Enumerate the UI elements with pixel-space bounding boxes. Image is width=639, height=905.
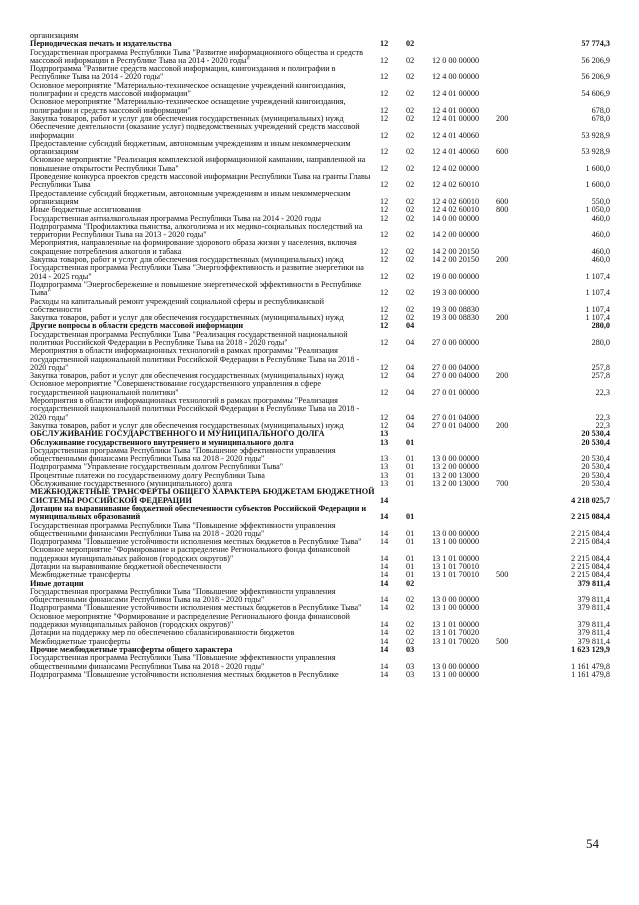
row-target-code: 13 1 01 70010 — [432, 562, 480, 571]
row-section: 12 — [380, 371, 389, 381]
row-target-code: 13 0 00 00000 — [432, 528, 480, 538]
row-section: 13 — [380, 437, 389, 447]
table-row — [30, 488, 610, 505]
row-sum: 22,3 — [595, 412, 610, 422]
row-subsection: 02 — [406, 246, 415, 256]
page-number: 54 — [586, 836, 599, 851]
row-subsection: 03 — [406, 644, 415, 654]
row-section: 14 — [380, 528, 389, 538]
row-sum: 460,0 — [591, 230, 610, 240]
row-subsection: 04 — [406, 420, 415, 430]
row-target-code: 12 4 01 40060 — [432, 130, 480, 140]
row-name: Государственная программа Республики Тыва "Развитие информационного общества и средств массовой информации в Республике Тыва на 2014 - 2020 годы" — [30, 47, 364, 65]
row-name: Закупка товаров, работ и услуг для обеспечения государственных (муниципальных) нужд — [30, 313, 344, 323]
row-section: 14 — [380, 603, 389, 613]
row-target-code: 13 1 01 70010 — [432, 570, 480, 580]
row-subsection: 02 — [406, 196, 415, 206]
row-expense-type: 200 — [496, 371, 509, 381]
row-subsection: 02 — [406, 230, 415, 240]
row-name: Подпрограмма "Повышение устойчивости исполнения местных бюджетов в Республике — [30, 669, 339, 679]
row-subsection: 02 — [406, 620, 415, 630]
row-sum: 280,0 — [591, 337, 610, 347]
row-section: 14 — [380, 553, 389, 563]
row-target-code: 27 0 00 00000 — [432, 337, 480, 347]
row-subsection: 01 — [406, 537, 415, 547]
row-sum: 56 206,9 — [581, 55, 610, 65]
row-name: Иные бюджетные ассигнования — [30, 205, 141, 215]
table-row — [30, 588, 610, 605]
row-sum: 460,0 — [591, 246, 610, 256]
row-target-code: 13 2 00 00000 — [432, 462, 480, 472]
row-section: 14 — [380, 669, 389, 679]
row-subsection: 01 — [406, 562, 415, 571]
row-name: Государственная программа Республики Тыва "Энергоэффективность и развитие энергетики на 2014 - 2025 годы" — [30, 263, 364, 281]
row-subsection: 03 — [406, 661, 415, 671]
row-target-code: 12 4 00 00000 — [432, 72, 480, 82]
table-row — [30, 447, 610, 464]
table-row — [30, 123, 610, 140]
row-name: Предоставление субсидий бюджетным, автономным учреждениям и иным некоммерческим организациям — [30, 138, 351, 157]
row-target-code: 13 2 00 13000 — [432, 479, 480, 489]
row-section: 12 — [380, 412, 389, 422]
row-subsection: 01 — [406, 512, 415, 522]
row-name: Подпрограмма "Повышение устойчивости исполнения местных бюджетов в Республике Тыва" — [30, 537, 362, 547]
row-name: Основное мероприятие "Материально-техническое оснащение учреждений книгоиздания, полиграфии и средств массовой информации" — [30, 80, 346, 99]
row-name: ОБСЛУЖИВАНИЕ ГОСУДАРСТВЕННОГО И МУНИЦИПАЛЬНОГО ДОЛГА — [30, 429, 325, 439]
row-section: 14 — [380, 570, 389, 580]
row-name: Государственная программа Республики Тыва "Повышение эффективности управления общественными финансами Республики Тыва на 2018 - 2020 годы" — [30, 520, 336, 538]
row-target-code: 19 3 00 08830 — [432, 304, 480, 314]
row-section: 14 — [380, 644, 389, 654]
row-subsection: 02 — [406, 603, 415, 613]
row-name: Подпрограмма "Управление государственным долгом Республики Тыва" — [30, 462, 284, 472]
row-section: 12 — [380, 246, 389, 256]
table-row — [30, 397, 610, 422]
row-subsection: 02 — [406, 255, 415, 265]
row-name: Мероприятия в области информационных технологий в рамках программы "Реализация государственной национальной политики Российской Федерации в Республике Тыва на 2018 - 2020 годы" — [30, 396, 360, 422]
row-sum: 22,3 — [595, 387, 610, 397]
row-sum: 20 530,4 — [581, 470, 610, 480]
row-name: Иные дотации — [30, 578, 84, 588]
row-section: 14 — [380, 562, 389, 571]
row-name: Процентные платежи по государственному долгу Республики Тыва — [30, 470, 265, 480]
row-subsection: 02 — [406, 578, 415, 588]
row-target-code: 14 2 00 20150 — [432, 255, 480, 265]
row-target-code: 27 0 00 04000 — [432, 371, 480, 381]
row-target-code: 13 1 01 00000 — [432, 620, 480, 630]
row-subsection: 02 — [406, 288, 415, 298]
row-expense-type: 200 — [496, 255, 509, 265]
row-subsection: 02 — [406, 113, 415, 123]
row-sum: 2 215 084,4 — [571, 512, 610, 522]
row-subsection: 01 — [406, 479, 415, 489]
row-name: Другие вопросы в области средств массовой информации — [30, 321, 244, 331]
row-section: 12 — [380, 205, 389, 215]
row-section: 14 — [380, 512, 389, 522]
row-target-code: 19 0 00 00000 — [432, 271, 480, 281]
row-subsection: 02 — [406, 89, 415, 99]
row-sum: 379 811,4 — [577, 620, 610, 630]
row-name: Расходы на капитальный ремонт учреждений социальной сферы и республиканской собственности — [30, 296, 324, 314]
row-subsection: 02 — [406, 130, 415, 140]
row-expense-type: 200 — [496, 113, 509, 123]
row-sum: 56 206,9 — [581, 72, 610, 82]
row-subsection: 04 — [406, 412, 415, 422]
row-sum: 4 218 025,7 — [571, 495, 610, 505]
row-section: 12 — [380, 130, 389, 140]
row-sum: 460,0 — [591, 213, 610, 223]
row-sum: 2 215 084,4 — [571, 537, 610, 547]
row-sum: 57 774,3 — [581, 39, 610, 49]
table-row — [30, 264, 610, 281]
table-row — [30, 49, 610, 66]
row-name: Мероприятия в области информационных технологий в рамках программы "Реализация государственной национальной политики Российской Федерации в Республике Тыва на 2018 - 2020 годы" — [30, 346, 360, 372]
row-sum: 2 215 084,4 — [571, 528, 610, 538]
row-subsection: 01 — [406, 553, 415, 563]
row-sum: 2 215 084,4 — [571, 553, 610, 563]
row-subsection: 02 — [406, 628, 415, 638]
table-row — [30, 671, 610, 679]
row-name: Основное мероприятие "Формирование и распределение Регионального фонда финансовой поддержки муниципальных районов (городских округов)" — [30, 611, 350, 630]
row-target-code: 19 3 00 00000 — [432, 288, 480, 298]
row-target-code: 13 1 01 70020 — [432, 628, 480, 638]
row-name: Дотации на поддержку мер по обеспечению сбалансированности бюджетов — [30, 628, 295, 638]
table-row — [30, 571, 610, 579]
row-sum: 379 811,4 — [577, 603, 610, 613]
row-sum: 53 928,9 — [581, 130, 610, 140]
row-name: Обслуживание государственного (муниципального) долга — [30, 479, 233, 489]
row-sum: 379 811,4 — [577, 595, 610, 605]
row-subsection: 01 — [406, 437, 415, 447]
row-name: Основное мероприятие "Материально-техническое оснащение учреждений книгоиздания, полиграфии и средств массовой информации" — [30, 97, 346, 115]
table-row — [30, 190, 610, 207]
row-sum: 280,0 — [591, 321, 610, 331]
row-sum: 1 107,4 — [585, 313, 610, 323]
row-subsection: 01 — [406, 470, 415, 480]
row-name: Проведение конкурса проектов средств массовой информации Республики Тыва на гранты Главы Республики Тыва — [30, 172, 371, 190]
row-name: Межбюджетные трансферты — [30, 570, 131, 580]
row-target-code: 12 4 01 00000 — [432, 105, 480, 115]
row-section: 12 — [380, 255, 389, 265]
row-target-code: 19 3 00 08830 — [432, 313, 480, 323]
row-name: Государственная антиалкогольная программа Республики Тыва на 2014 - 2020 годы — [30, 213, 322, 223]
table-row — [30, 156, 610, 173]
row-section: 12 — [380, 89, 389, 99]
row-name: Закупка товаров, работ и услуг для обеспечения государственных (муниципальных) нужд — [30, 371, 344, 381]
row-subsection: 02 — [406, 271, 415, 281]
row-target-code: 12 0 00 00000 — [432, 55, 480, 65]
row-subsection: 02 — [406, 213, 415, 223]
row-name: Государственная программа Республики Тыва "Повышение эффективности управления общественными финансами Республики Тыва на 2018 - 2020 годы" — [30, 586, 336, 605]
row-subsection: 01 — [406, 454, 415, 464]
row-section: 13 — [380, 470, 389, 480]
row-name: Дотации на выравнивание бюджетной обеспеченности субъектов Российской Федерации и муниципальных образований — [30, 503, 367, 522]
row-sum: 1 107,4 — [585, 304, 610, 314]
row-target-code: 13 1 00 00000 — [432, 537, 480, 547]
row-subsection: 02 — [406, 636, 415, 646]
row-target-code: 14 2 00 00000 — [432, 230, 480, 240]
table-row — [30, 505, 610, 522]
row-section: 12 — [380, 230, 389, 240]
row-sum: 2 215 084,4 — [571, 570, 610, 580]
row-section: 14 — [380, 578, 389, 588]
row-section: 12 — [380, 304, 389, 314]
table-row — [30, 546, 610, 563]
row-target-code: 12 4 01 00000 — [432, 89, 480, 99]
row-section: 14 — [380, 495, 389, 505]
table-row — [30, 380, 610, 397]
row-section: 14 — [380, 595, 389, 605]
table-row — [30, 140, 610, 157]
row-name: Мероприятия, направленные на формирование здорового образа жизни у населения, включая сокращение потребления алкоголя и табака — [30, 238, 357, 256]
row-section: 13 — [380, 462, 389, 472]
row-section: 12 — [380, 72, 389, 82]
row-name: Подпрограмма "Развитие средств массовой информации, книгоиздания и полиграфии в Республике Тыва на 2014 - 2020 годы" — [30, 64, 336, 82]
row-subsection: 04 — [406, 321, 415, 331]
row-subsection: 02 — [406, 163, 415, 173]
row-name: МЕЖБЮДЖЕТНЫЕ ТРАНСФЕРТЫ ОБЩЕГО ХАРАКТЕРА БЮДЖЕТАМ БЮДЖЕТНОЙ СИСТЕМЫ РОССИЙСКОЙ ФЕДЕРАЦИИ — [30, 487, 375, 505]
table-row — [30, 347, 610, 372]
row-sum: 20 530,4 — [581, 462, 610, 472]
row-sum: 379 811,4 — [577, 628, 610, 638]
row-section: 14 — [380, 537, 389, 547]
row-section: 12 — [380, 213, 389, 223]
row-subsection: 02 — [406, 105, 415, 115]
row-subsection: 04 — [406, 362, 415, 372]
row-name: Государственная программа Республики Тыва "Реализация государственной национальной политики Российской Федерации в Республике Тыва на 2018 - 2020 годы" — [30, 329, 348, 347]
row-subsection: 04 — [406, 337, 415, 347]
row-expense-type: 600 — [496, 147, 509, 157]
row-target-code: 27 0 01 04000 — [432, 420, 480, 430]
row-sum: 1 050,0 — [585, 205, 610, 215]
row-target-code: 13 2 00 13000 — [432, 470, 480, 480]
row-sum: 1 623 129,9 — [571, 644, 610, 654]
row-subsection: 04 — [406, 387, 415, 397]
row-name: Закупка товаров, работ и услуг для обеспечения государственных (муниципальных) нужд — [30, 420, 344, 430]
row-section: 12 — [380, 420, 389, 430]
row-target-code: 12 4 02 60010 — [432, 205, 480, 215]
row-name: Основное мероприятие "Совершенствование государственного управления в сфере государственной национальной политики" — [30, 379, 321, 397]
row-section: 12 — [380, 113, 389, 123]
row-sum: 22,3 — [595, 420, 610, 430]
row-target-code: 12 4 01 40060 — [432, 147, 480, 157]
row-subsection: 02 — [406, 147, 415, 157]
row-subsection: 02 — [406, 72, 415, 82]
row-subsection: 02 — [406, 304, 415, 314]
row-sum: 1 107,4 — [585, 288, 610, 298]
table-row — [30, 223, 610, 240]
table-row — [30, 654, 610, 671]
row-sum: 20 530,4 — [581, 454, 610, 464]
row-section: 14 — [380, 620, 389, 630]
row-subsection: 01 — [406, 570, 415, 580]
table-row — [30, 82, 610, 99]
row-section: 12 — [380, 387, 389, 397]
row-name: Государственная программа Республики Тыва "Повышение эффективности управления общественными финансами Республики Тыва на 2018 - 2020 годы" — [30, 445, 336, 464]
row-name: Межбюджетные трансферты — [30, 636, 131, 646]
row-sum: 53 928,9 — [581, 147, 610, 157]
table-row — [30, 65, 610, 82]
row-section: 12 — [380, 55, 389, 65]
row-expense-type: 600 — [496, 196, 509, 206]
row-expense-type: 200 — [496, 420, 509, 430]
row-section: 12 — [380, 147, 389, 157]
row-section: 13 — [380, 429, 389, 439]
row-target-code: 27 0 01 04000 — [432, 412, 480, 422]
row-name: организациям — [30, 31, 79, 40]
table-row — [30, 98, 610, 115]
row-target-code: 13 1 01 00000 — [432, 553, 480, 563]
row-sum: 1 107,4 — [585, 271, 610, 281]
row-sum: 550,0 — [591, 196, 610, 206]
row-expense-type: 700 — [496, 479, 509, 489]
row-sum: 257,8 — [591, 362, 610, 372]
row-subsection: 02 — [406, 595, 415, 605]
row-sum: 1 161 479,8 — [571, 669, 610, 679]
row-section: 12 — [380, 362, 389, 372]
table-row — [30, 613, 610, 630]
row-subsection: 02 — [406, 313, 415, 323]
row-subsection: 01 — [406, 462, 415, 472]
row-name: Закупка товаров, работ и услуг для обеспечения государственных (муниципальных) нужд — [30, 113, 344, 123]
table-row — [30, 331, 610, 348]
row-name: Основное мероприятие "Формирование и распределение Регионального фонда финансовой поддержки муниципальных районов (городских округов)" — [30, 545, 350, 563]
row-target-code: 14 0 00 00000 — [432, 213, 480, 223]
row-expense-type: 800 — [496, 205, 509, 215]
row-subsection: 02 — [406, 180, 415, 190]
row-sum: 20 530,4 — [581, 479, 610, 489]
table-row — [30, 173, 610, 190]
row-target-code: 13 1 01 70020 — [432, 636, 480, 646]
budget-table — [30, 32, 610, 679]
row-sum: 20 530,4 — [581, 437, 610, 447]
row-sum: 1 600,0 — [585, 163, 610, 173]
row-target-code: 12 4 02 60010 — [432, 180, 480, 190]
table-row — [30, 239, 610, 256]
row-target-code: 27 0 00 04000 — [432, 362, 480, 372]
row-expense-type: 500 — [496, 570, 509, 580]
row-name: Периодическая печать и издательства — [30, 39, 172, 49]
row-sum: 678,0 — [591, 113, 610, 123]
row-section: 12 — [380, 105, 389, 115]
row-sum: 1 600,0 — [585, 180, 610, 190]
row-section: 12 — [380, 163, 389, 173]
row-section: 12 — [380, 39, 389, 49]
row-name: Подпрограмма "Энергосбережение и повышение энергетической эффективности в Республике Тыва" — [30, 279, 362, 298]
row-expense-type: 500 — [496, 636, 509, 646]
row-name: Обеспечение деятельности (оказание услуг) подведомственных учреждений средств массовой информации — [30, 122, 360, 140]
row-subsection: 03 — [406, 669, 415, 679]
row-sum: 678,0 — [591, 105, 610, 115]
row-section: 13 — [380, 479, 389, 489]
row-expense-type: 200 — [496, 313, 509, 323]
row-subsection: 02 — [406, 55, 415, 65]
row-target-code: 13 1 00 00000 — [432, 669, 480, 679]
row-section: 12 — [380, 196, 389, 206]
row-section: 14 — [380, 661, 389, 671]
row-sum: 460,0 — [591, 255, 610, 265]
row-target-code: 27 0 01 00000 — [432, 387, 480, 397]
row-target-code: 13 0 00 00000 — [432, 595, 480, 605]
row-target-code: 13 1 00 00000 — [432, 603, 480, 613]
row-name: Государственная программа Республики Тыва "Повышение эффективности управления общественными финансами Республики Тыва на 2018 - 2020 годы" — [30, 653, 336, 671]
row-sum: 379 811,4 — [577, 636, 610, 646]
row-target-code: 13 0 00 00000 — [432, 661, 480, 671]
row-sum: 379 811,4 — [577, 578, 610, 588]
row-sum: 2 215 084,4 — [571, 562, 610, 571]
table-row — [30, 281, 610, 298]
table-row — [30, 522, 610, 539]
row-section: 14 — [380, 636, 389, 646]
row-name: Подпрограмма "Повышение устойчивости исполнения местных бюджетов в Республике Тыва" — [30, 603, 362, 613]
table-row — [30, 298, 610, 315]
row-sum: 1 161 479,8 — [571, 661, 610, 671]
row-sum: 54 606,9 — [581, 89, 610, 99]
row-name: Основное мероприятие "Реализация комплексной информационной кампании, направленной на повышение открытости Республики Тыва" — [30, 155, 366, 173]
row-name: Дотации на выравнивание бюджетной обеспеченности — [30, 562, 222, 571]
row-section: 12 — [380, 288, 389, 298]
row-name: Закупка товаров, работ и услуг для обеспечения государственных (муниципальных) нужд — [30, 255, 344, 265]
row-section: 12 — [380, 337, 389, 347]
row-target-code: 12 4 02 00000 — [432, 163, 480, 173]
row-section: 13 — [380, 454, 389, 464]
row-sum: 20 530,4 — [581, 429, 610, 439]
row-section: 12 — [380, 321, 389, 331]
row-target-code: 12 4 02 60010 — [432, 196, 480, 206]
row-section: 12 — [380, 271, 389, 281]
row-section: 12 — [380, 313, 389, 323]
row-subsection: 01 — [406, 528, 415, 538]
row-name: Подпрограмма "Профилактика пьянства, алкоголизма и их медико-социальных последствий на территории Республики Тыва на 2013 - 2020 годы" — [30, 221, 363, 240]
row-sum: 257,8 — [591, 371, 610, 381]
row-target-code: 14 2 00 20150 — [432, 246, 480, 256]
row-target-code: 13 0 00 00000 — [432, 454, 480, 464]
row-subsection: 04 — [406, 371, 415, 381]
row-name: Прочие межбюджетные трансферты общего характера — [30, 644, 233, 654]
row-name: Предоставление субсидий бюджетным, автономным учреждениям и иным некоммерческим организациям — [30, 188, 351, 206]
row-target-code: 12 4 01 00000 — [432, 113, 480, 123]
row-name: Обслуживание государственного внутреннего и муниципального долга — [30, 437, 294, 447]
row-subsection: 02 — [406, 39, 415, 49]
row-subsection: 02 — [406, 205, 415, 215]
row-section: 12 — [380, 180, 389, 190]
row-section: 14 — [380, 628, 389, 638]
